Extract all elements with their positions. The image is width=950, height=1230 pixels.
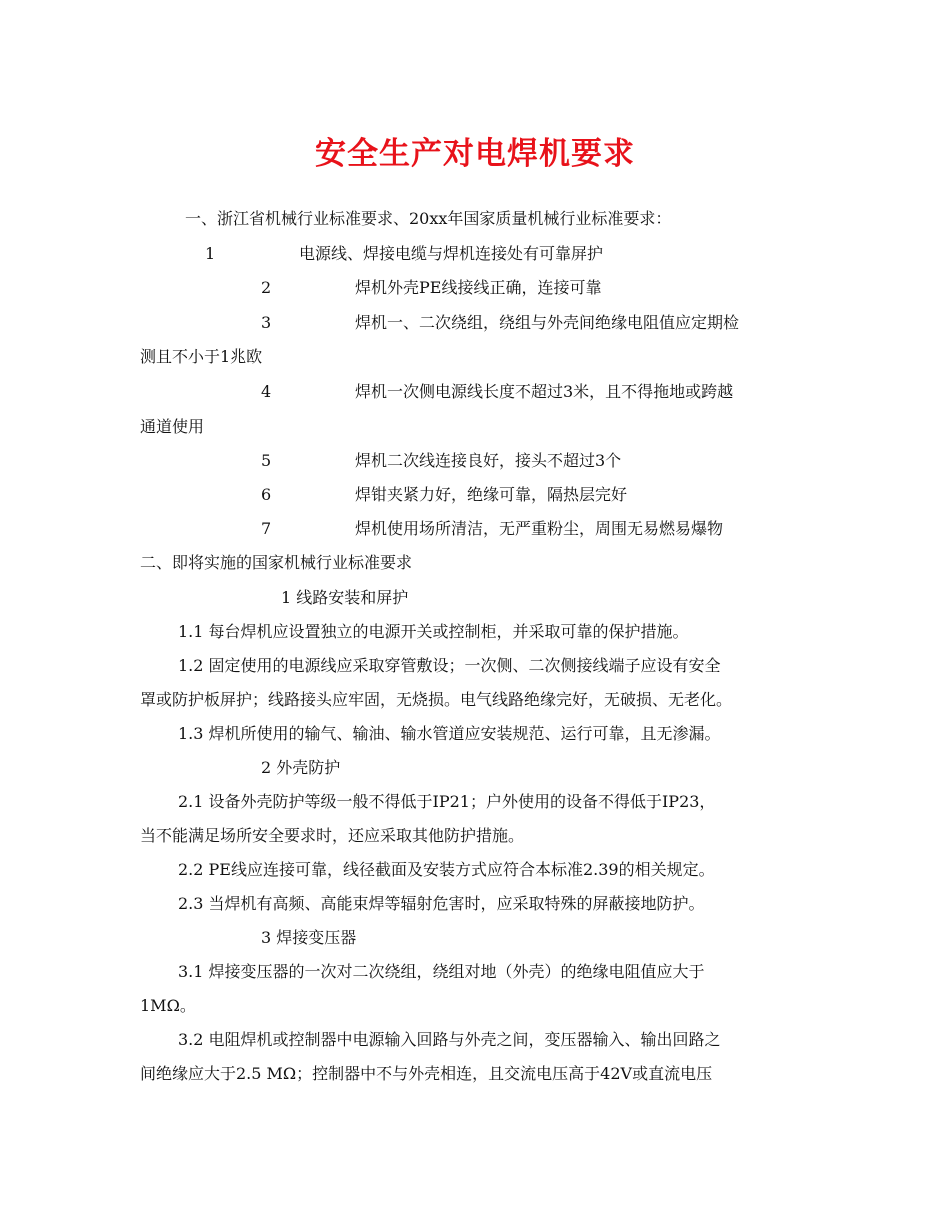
item-number: 6 xyxy=(261,485,272,504)
subsection-heading: 3 焊接变压器 xyxy=(261,928,357,947)
item-number: 7 xyxy=(261,519,272,538)
paragraph: 1.3 焊机所使用的输气、输油、输水管道应安装规范、运行可靠，且无渗漏。 xyxy=(178,724,721,743)
page-title: 安全生产对电焊机要求 xyxy=(315,136,635,172)
paragraph: 1.2 固定使用的电源线应采取穿管敷设；一次侧、二次侧接线端子应设有安全 xyxy=(178,656,721,675)
paragraph-continuation: 间绝缘应大于2.5 MΩ；控制器中不与外壳相连，且交流电压高于42V或直流电压 xyxy=(140,1064,713,1083)
item-number: 3 xyxy=(261,313,272,332)
item-text: 焊机一、二次绕组，绕组与外壳间绝缘电阻值应定期检 xyxy=(355,313,740,332)
section1-heading: 一、浙江省机械行业标准要求、20xx年国家质量机械行业标准要求： xyxy=(185,209,672,228)
section2-heading: 二、即将实施的国家机械行业标准要求 xyxy=(140,553,413,572)
paragraph-continuation: 罩或防护板屏护；线路接头应牢固，无烧损。电气线路绝缘完好，无破损、无老化。 xyxy=(140,690,733,709)
item-number: 5 xyxy=(261,451,272,470)
item-text: 焊机使用场所清洁，无严重粉尘，周围无易燃易爆物 xyxy=(355,519,724,538)
item-number: 4 xyxy=(261,382,272,401)
item-text-continuation: 通道使用 xyxy=(140,417,205,436)
paragraph: 2.1 设备外壳防护等级一般不得低于IP21；户外使用的设备不得低于IP23， xyxy=(178,792,716,811)
item-text: 电源线、焊接电缆与焊机连接处有可靠屏护 xyxy=(299,244,604,263)
subsection-heading: 1 线路安装和屏护 xyxy=(281,588,409,607)
paragraph: 3.2 电阻焊机或控制器中电源输入回路与外壳之间，变压器输入、输出回路之 xyxy=(178,1030,721,1049)
paragraph: 1.1 每台焊机应设置独立的电源开关或控制柜，并采取可靠的保护措施。 xyxy=(178,622,689,641)
item-text: 焊机外壳PE线接线正确，连接可靠 xyxy=(355,278,602,297)
subsection-heading: 2 外壳防护 xyxy=(261,758,341,777)
paragraph-continuation: 1MΩ。 xyxy=(140,996,196,1015)
item-text: 焊钳夹紧力好，绝缘可靠，隔热层完好 xyxy=(355,485,628,504)
item-number: 1 xyxy=(205,244,216,263)
paragraph-continuation: 当不能满足场所安全要求时，还应采取其他防护措施。 xyxy=(140,826,525,845)
paragraph: 2.3 当焊机有高频、高能束焊等辐射危害时，应采取特殊的屏蔽接地防护。 xyxy=(178,894,705,913)
paragraph: 3.1 焊接变压器的一次对二次绕组，绕组对地（外壳）的绝缘电阻值应大于 xyxy=(178,962,705,981)
item-number: 2 xyxy=(261,278,272,297)
item-text: 焊机一次侧电源线长度不超过3米，且不得拖地或跨越 xyxy=(355,382,734,401)
item-text: 焊机二次线连接良好，接头不超过3个 xyxy=(355,451,622,470)
item-text-continuation: 测且不小于1兆欧 xyxy=(140,347,263,366)
paragraph: 2.2 PE线应连接可靠，线径截面及安装方式应符合本标准2.39的相关规定。 xyxy=(178,860,715,879)
